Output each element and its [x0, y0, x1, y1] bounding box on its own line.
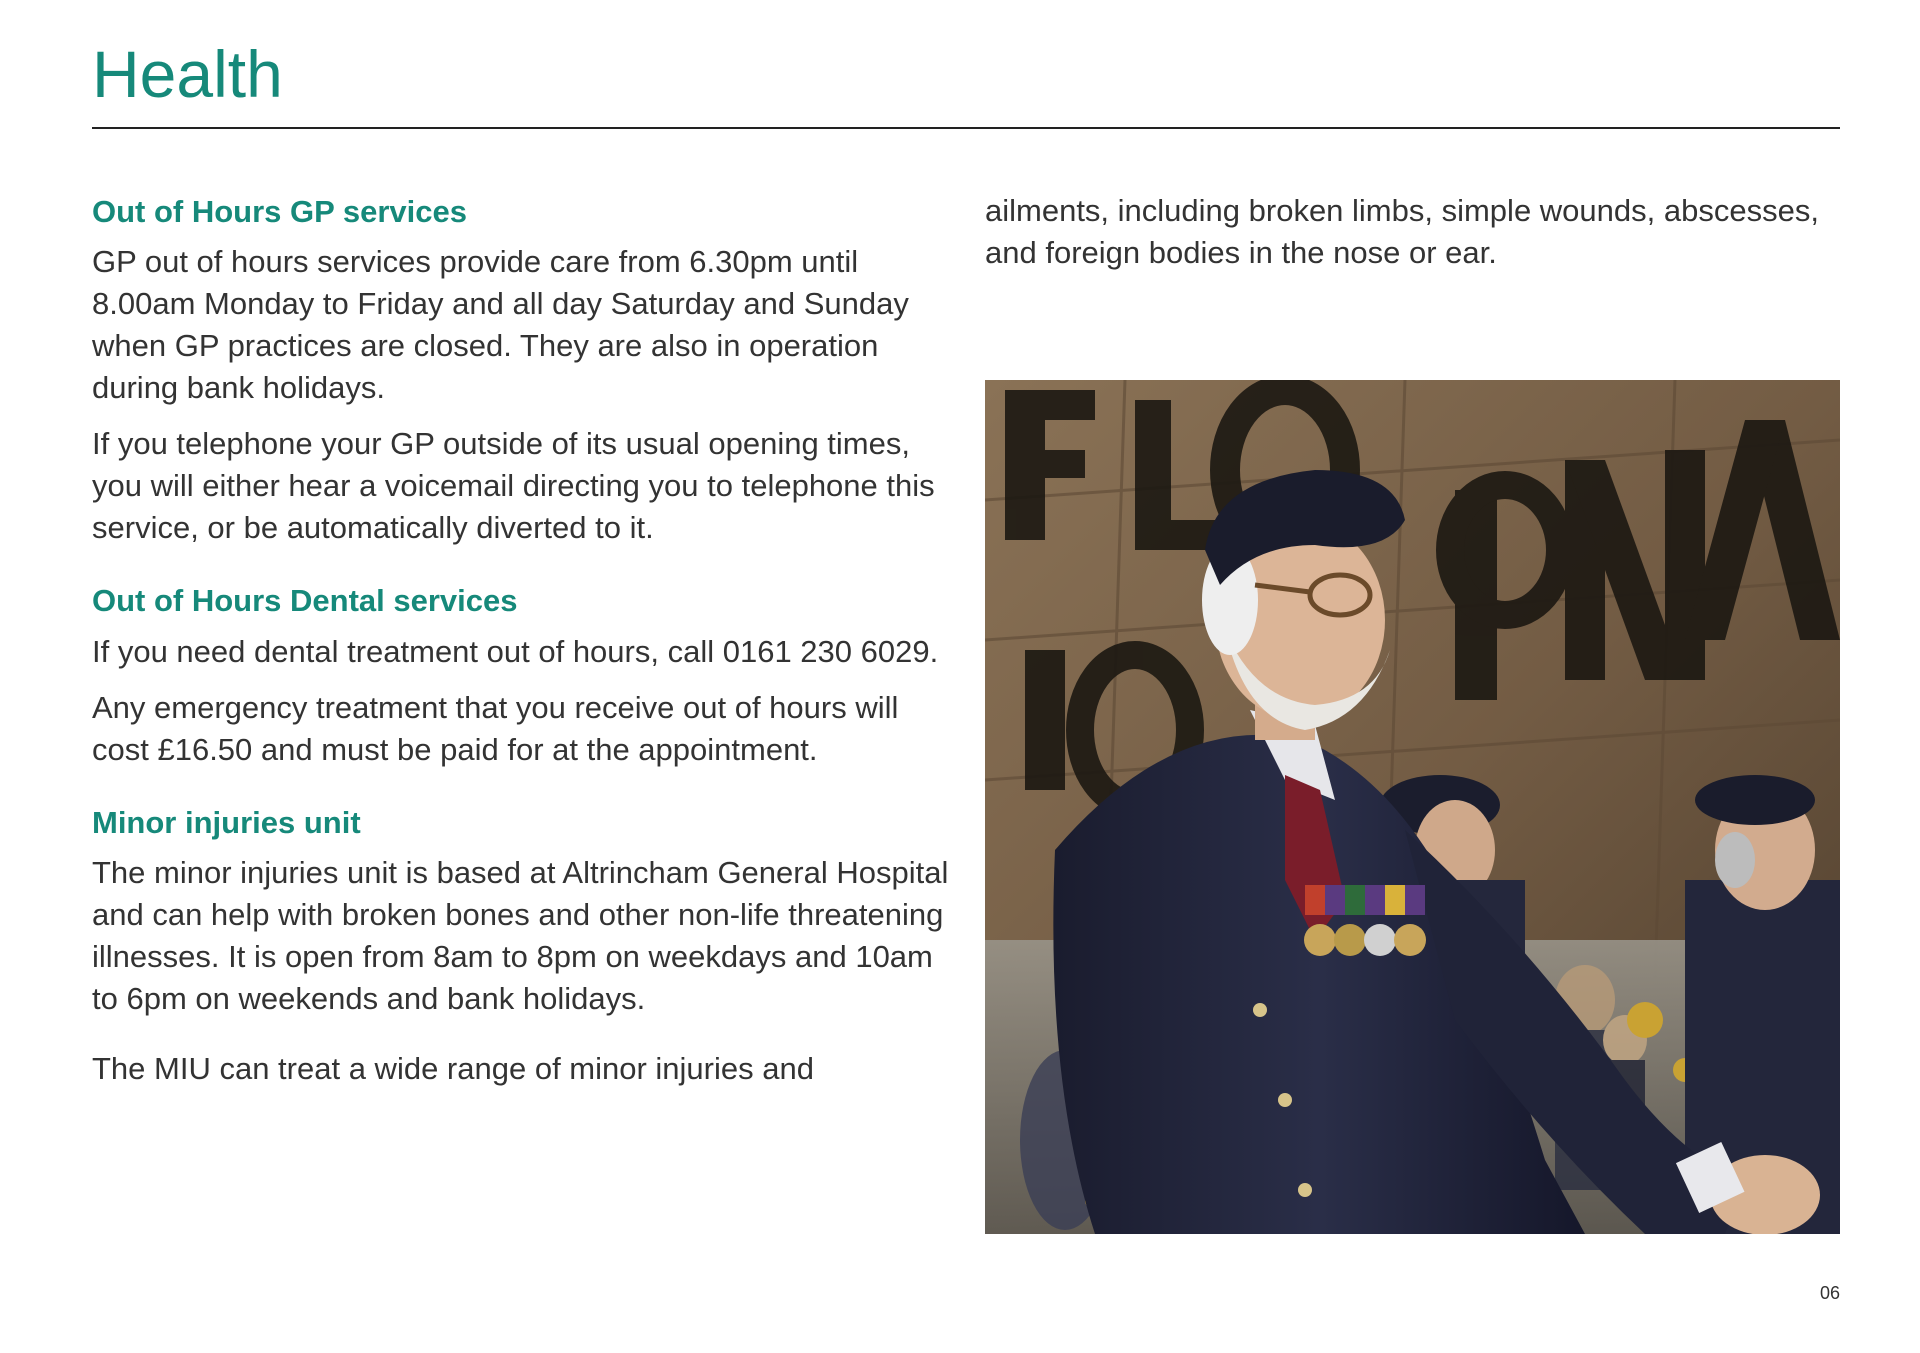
page-title: Health	[92, 37, 283, 111]
minor-injuries-paragraph-1: The minor injuries unit is based at Altrincham General Hospital and can help with broken bones and other non-life threatening illnesses. It is open from 8am to 8pm on weekdays and 10am to 6pm on weekends and bank holidays.	[92, 855, 949, 1017]
gp-services-paragraph-2: If you telephone your GP outside of its usual opening times, you will either hear a voicemail directing you to telephone this service, or be automatically diverted to it.	[92, 426, 935, 546]
dental-services-paragraph-2: Any emergency treatment that you receive out of hours will cost £16.50 and must be paid for at the appointment.	[92, 689, 899, 767]
left-column	[92, 190, 952, 1104]
page-number: 06	[1819, 1283, 1840, 1303]
gp-services-heading: Out of Hours GP services	[92, 194, 467, 229]
dental-services-paragraph-1: If you need dental treatment out of hours, call 0161 230 6029.	[92, 633, 939, 669]
veteran-parade-photo	[985, 380, 1840, 1234]
dental-services-heading: Out of Hours Dental services	[92, 583, 518, 619]
minor-injuries-paragraph-2-continued: ailments, including broken limbs, simple wounds, abscesses, and foreign bodies in the nose or ear.	[985, 193, 1819, 270]
minor-injuries-heading: Minor injuries unit	[92, 804, 361, 840]
minor-injuries-paragraph-2: The MIU can treat a wide range of minor injuries and	[92, 1051, 814, 1087]
right-column-text	[985, 190, 1840, 288]
gp-services-paragraph-1: GP out of hours services provide care from 6.30pm until 8.00am Monday to Friday and all day Saturday and Sunday when GP practices are closed. They are also in operation during bank holidays.	[92, 244, 909, 406]
title-divider	[92, 127, 1840, 129]
